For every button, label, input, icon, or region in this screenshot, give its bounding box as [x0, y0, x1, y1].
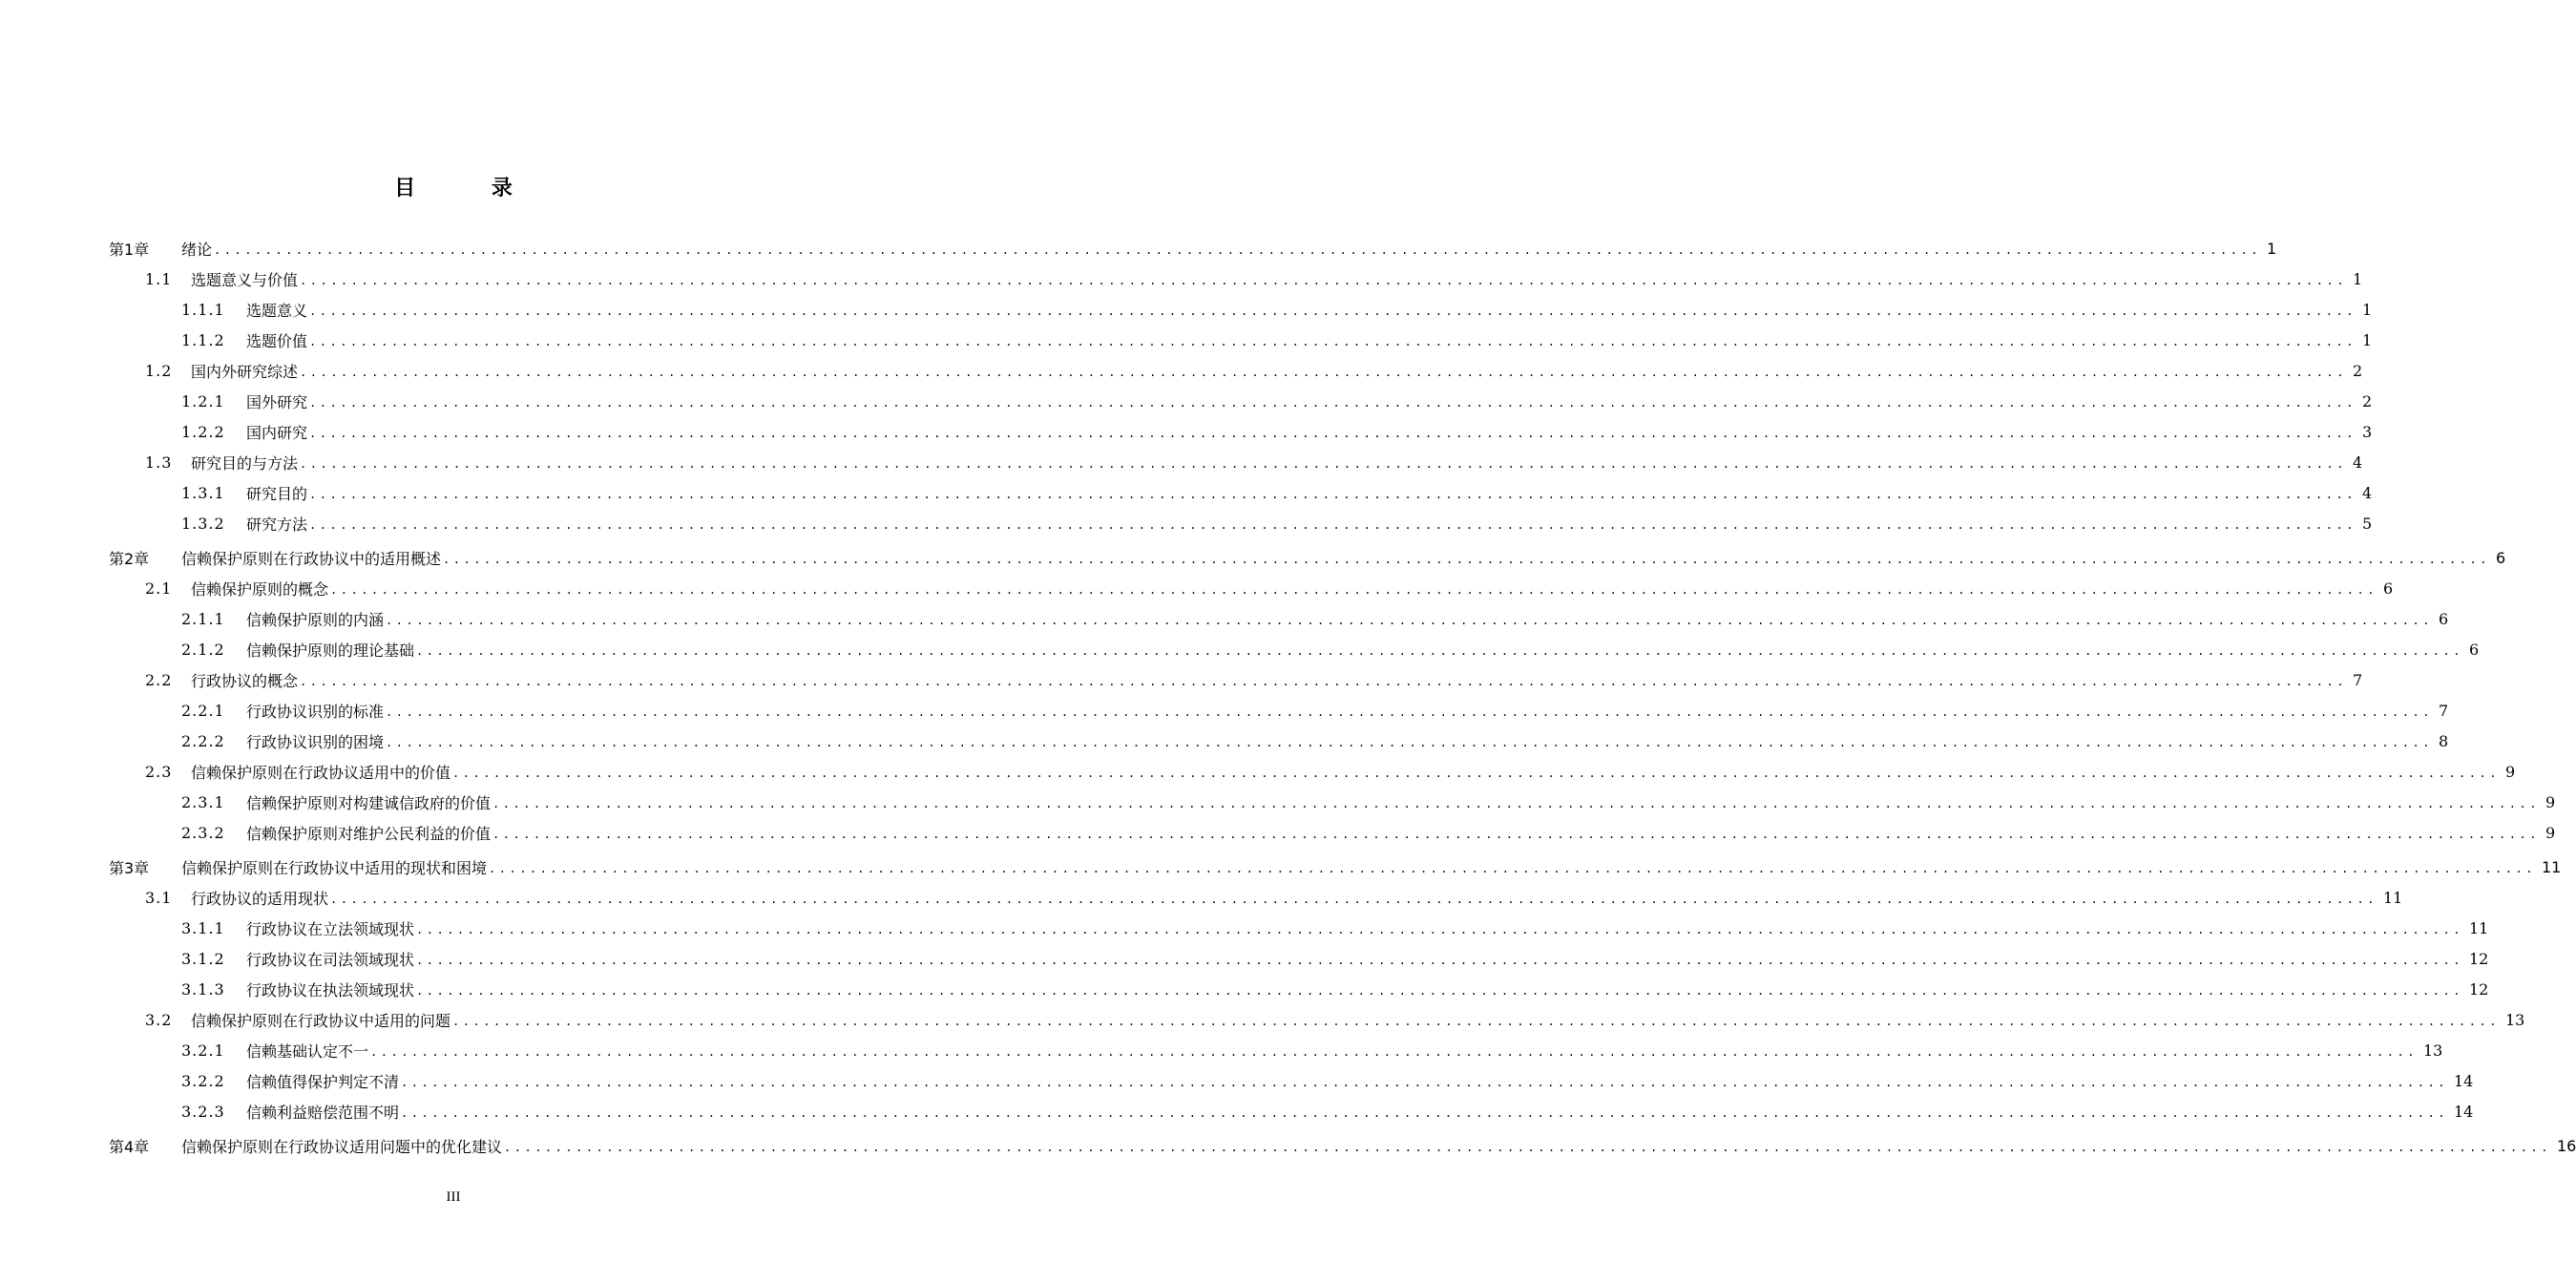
toc-chapter-entry[interactable]	[109, 542, 2506, 573]
toc-title: 目 录	[394, 177, 547, 200]
toc-dot-leader: ........................................................................................................................................................................................................	[300, 274, 2347, 287]
toc-entry-title: 研究方法	[246, 515, 308, 534]
toc-entry-number: 3.1.2	[181, 949, 225, 968]
toc-dot-leader: ........................................................................................................................................................................................................	[330, 583, 2377, 597]
toc-entry-title: 国内研究	[246, 423, 308, 442]
toc-chapter-entry[interactable]	[109, 233, 2277, 263]
toc-entry-number: 第2章	[109, 549, 150, 568]
toc-subsection-entry[interactable]	[181, 787, 2556, 817]
toc-subsection-entry[interactable]	[181, 416, 2373, 447]
toc-dot-leader: ........................................................................................................................................................................................................	[452, 1015, 2500, 1028]
toc-section-entry[interactable]	[145, 573, 2394, 603]
toc-entry-page: 12	[2468, 949, 2489, 968]
toc-entry-title: 行政协议在立法领域现状	[246, 919, 415, 938]
toc-entry-title: 国外研究	[246, 392, 308, 411]
toc-entry-title: 选题价值	[246, 331, 308, 350]
toc-entry-number: 1.2	[145, 361, 173, 380]
toc-dot-leader: ........................................................................................................................................................................................................	[300, 366, 2347, 379]
toc-entry-page: 3	[2361, 422, 2373, 441]
toc-dot-leader: ........................................................................................................................................................................................................	[489, 862, 2536, 875]
toc-dot-leader: ........................................................................................................................................................................................................	[309, 396, 2356, 410]
toc-entry-page: 13	[2422, 1041, 2443, 1060]
toc-section-entry[interactable]	[145, 664, 2363, 695]
toc-entry-title: 行政协议在执法领域现状	[246, 980, 415, 999]
toc-entry-page: 6	[2382, 578, 2394, 598]
toc-entry-number: 2.2.1	[181, 701, 225, 720]
toc-entry-number: 2.1.1	[181, 609, 225, 628]
toc-entry-number: 3.2	[145, 1010, 173, 1029]
toc-entry-title: 选题意义	[246, 301, 308, 320]
toc-entry-number: 1.1	[145, 269, 173, 288]
toc-entry-page: 9	[2504, 762, 2516, 781]
toc-entry-title: 信赖基础认定不一	[246, 1041, 369, 1061]
toc-subsection-entry[interactable]	[181, 913, 2489, 943]
toc-section-entry[interactable]	[145, 355, 2363, 386]
toc-dot-leader: ........................................................................................................................................................................................................	[452, 767, 2500, 780]
toc-entry-page: 12	[2468, 979, 2489, 999]
toc-dot-leader: ........................................................................................................................................................................................................	[309, 427, 2356, 440]
toc-dot-leader: ........................................................................................................................................................................................................	[492, 828, 2540, 841]
toc-entry-title: 绪论	[181, 240, 213, 259]
toc-entry-title: 信赖保护原则在行政协议中的适用概述	[181, 549, 442, 568]
toc-entry-page: 2	[2361, 391, 2373, 410]
toc-entry-title: 研究目的	[246, 484, 308, 503]
toc-section-entry[interactable]	[145, 756, 2516, 787]
toc-entry-title: 选题意义与价值	[191, 270, 299, 289]
toc-entry-number: 1.1.1	[181, 300, 225, 319]
toc-entry-title: 行政协议在司法领域现状	[246, 950, 415, 969]
toc-entry-title: 信赖保护原则在行政协议适用问题中的优化建议	[181, 1137, 503, 1156]
toc-section-entry[interactable]	[145, 447, 2363, 477]
toc-entry-number: 1.3	[145, 452, 173, 472]
toc-entry-number: 2.2.2	[181, 731, 225, 750]
toc-dot-leader: ........................................................................................................................................................................................................	[309, 335, 2356, 348]
toc-entry-number: 3.2.1	[181, 1041, 225, 1060]
toc-entry-number: 第3章	[109, 858, 150, 877]
toc-subsection-entry[interactable]	[181, 974, 2489, 1004]
toc-entry-number: 1.1.2	[181, 330, 225, 349]
toc-entry-title: 信赖保护原则对构建诚信政府的价值	[246, 793, 492, 812]
toc-subsection-entry[interactable]	[181, 1065, 2474, 1096]
toc-entry-number: 2.3.1	[181, 792, 225, 811]
toc-entry-number: 1.2.2	[181, 422, 225, 441]
toc-dot-leader: ........................................................................................................................................................................................................	[214, 243, 2261, 257]
toc-entry-title: 信赖值得保护判定不清	[246, 1072, 400, 1091]
toc-entry-page: 6	[2495, 548, 2506, 567]
toc-entry-page: 11	[2541, 857, 2562, 876]
toc-entry-page: 7	[2438, 701, 2449, 720]
toc-subsection-entry[interactable]	[181, 325, 2373, 355]
toc-dot-leader: ........................................................................................................................................................................................................	[309, 488, 2356, 501]
toc-entry-title: 信赖保护原则在行政协议中适用的问题	[191, 1011, 451, 1030]
toc-entry-title: 信赖保护原则的理论基础	[246, 641, 415, 660]
toc-entry-number: 2.2	[145, 670, 173, 689]
page-number-footer: III	[446, 1189, 461, 1205]
toc-dot-leader: ........................................................................................................................................................................................................	[386, 705, 2433, 719]
toc-dot-leader: ........................................................................................................................................................................................................	[370, 1045, 2418, 1059]
toc-entry-page: 2	[2352, 361, 2363, 380]
toc-dot-leader: ........................................................................................................................................................................................................	[300, 675, 2347, 688]
toc-dot-leader: ........................................................................................................................................................................................................	[416, 954, 2463, 967]
toc-entry-number: 2.3	[145, 762, 173, 781]
toc-entry-title: 信赖保护原则的概念	[191, 579, 329, 599]
toc-section-entry[interactable]	[145, 882, 2403, 913]
toc-dot-leader: ........................................................................................................................................................................................................	[416, 984, 2463, 998]
toc-subsection-entry[interactable]	[181, 695, 2449, 726]
toc-dot-leader: ........................................................................................................................................................................................................	[309, 305, 2356, 318]
toc-entry-page: 11	[2382, 888, 2403, 907]
toc-entry-page: 1	[2361, 300, 2373, 319]
toc-entry-number: 第4章	[109, 1137, 150, 1156]
toc-entry-page: 9	[2545, 792, 2556, 811]
toc-dot-leader: ........................................................................................................................................................................................................	[504, 1141, 2551, 1154]
toc-entry-number: 3.1	[145, 888, 173, 907]
toc-entry-number: 2.1.2	[181, 640, 225, 659]
toc-subsection-entry[interactable]	[181, 603, 2449, 634]
toc-subsection-entry[interactable]	[181, 817, 2556, 848]
toc-entry-number: 3.2.2	[181, 1071, 225, 1090]
toc-entry-page: 1	[2361, 330, 2373, 349]
toc-dot-leader: ........................................................................................................................................................................................................	[416, 644, 2463, 658]
toc-section-entry[interactable]	[145, 263, 2363, 294]
toc-dot-leader: ........................................................................................................................................................................................................	[309, 518, 2356, 532]
toc-entry-page: 8	[2438, 731, 2449, 750]
toc-entry-page: 14	[2453, 1102, 2474, 1121]
toc-entry-title: 行政协议识别的困境	[246, 732, 385, 751]
toc-subsection-entry[interactable]	[181, 508, 2373, 538]
toc-entry-title: 行政协议识别的标准	[246, 702, 385, 721]
toc-entry-number: 3.2.3	[181, 1102, 225, 1121]
toc-entry-title: 信赖保护原则在行政协议中适用的现状和困境	[181, 858, 488, 877]
toc-dot-leader: ........................................................................................................................................................................................................	[330, 893, 2377, 906]
toc-subsection-entry[interactable]	[181, 943, 2489, 974]
toc-entry-title: 信赖保护原则对维护公民利益的价值	[246, 824, 492, 843]
toc-entry-number: 2.3.2	[181, 823, 225, 842]
toc-entry-page: 7	[2352, 670, 2363, 689]
toc-subsection-entry[interactable]	[181, 1035, 2443, 1065]
toc-dot-leader: ........................................................................................................................................................................................................	[386, 614, 2433, 627]
toc-entry-number: 3.1.3	[181, 979, 225, 999]
toc-dot-leader: ........................................................................................................................................................................................................	[401, 1106, 2448, 1120]
toc-dot-leader: ........................................................................................................................................................................................................	[416, 923, 2463, 936]
toc-entry-page: 6	[2438, 609, 2449, 628]
toc-entry-title: 国内外研究综述	[191, 362, 299, 381]
toc-dot-leader: ........................................................................................................................................................................................................	[443, 553, 2490, 566]
toc-entry-page: 16	[2556, 1136, 2576, 1155]
toc-section-entry[interactable]	[145, 1004, 2525, 1035]
toc-entry-title: 信赖保护原则在行政协议适用中的价值	[191, 763, 451, 782]
toc-chapter-entry[interactable]	[109, 1130, 2576, 1161]
toc-entry-page: 5	[2361, 514, 2373, 533]
toc-subsection-entry[interactable]	[181, 726, 2449, 756]
toc-entry-page: 6	[2468, 640, 2480, 659]
toc-dot-leader: ........................................................................................................................................................................................................	[300, 457, 2347, 471]
toc-entry-page: 1	[2266, 239, 2277, 258]
toc-entry-page: 4	[2352, 452, 2363, 472]
toc-entry-title: 行政协议的概念	[191, 671, 299, 690]
toc-subsection-entry[interactable]	[181, 634, 2480, 664]
toc-dot-leader: ........................................................................................................................................................................................................	[386, 736, 2433, 749]
toc-dot-leader: ........................................................................................................................................................................................................	[492, 797, 2540, 810]
toc-dot-leader: ........................................................................................................................................................................................................	[401, 1076, 2448, 1089]
toc-entry-title: 信赖利益赔偿范围不明	[246, 1103, 400, 1122]
toc-entry-title: 行政协议的适用现状	[191, 889, 329, 908]
toc-entry-title: 研究目的与方法	[191, 453, 299, 473]
toc-subsection-entry[interactable]	[181, 294, 2373, 325]
toc-subsection-entry[interactable]	[181, 477, 2373, 508]
toc-entry-page: 13	[2504, 1010, 2525, 1029]
toc-entry-number: 1.3.2	[181, 514, 225, 533]
toc-entry-number: 第1章	[109, 240, 150, 259]
toc-entry-number: 2.1	[145, 578, 173, 598]
toc-subsection-entry[interactable]	[181, 1096, 2474, 1126]
toc-chapter-entry[interactable]	[109, 852, 2562, 882]
toc-entry-number: 1.2.1	[181, 391, 225, 410]
toc-entry-page: 14	[2453, 1071, 2474, 1090]
toc-entry-page: 1	[2352, 269, 2363, 288]
toc-entry-title: 信赖保护原则的内涵	[246, 610, 385, 629]
toc-entry-page: 9	[2545, 823, 2556, 842]
toc-entry-number: 1.3.1	[181, 483, 225, 502]
toc-entry-number: 3.1.1	[181, 918, 225, 937]
toc-entry-page: 4	[2361, 483, 2373, 502]
toc-entry-page: 11	[2468, 918, 2489, 937]
toc-subsection-entry[interactable]	[181, 386, 2373, 416]
